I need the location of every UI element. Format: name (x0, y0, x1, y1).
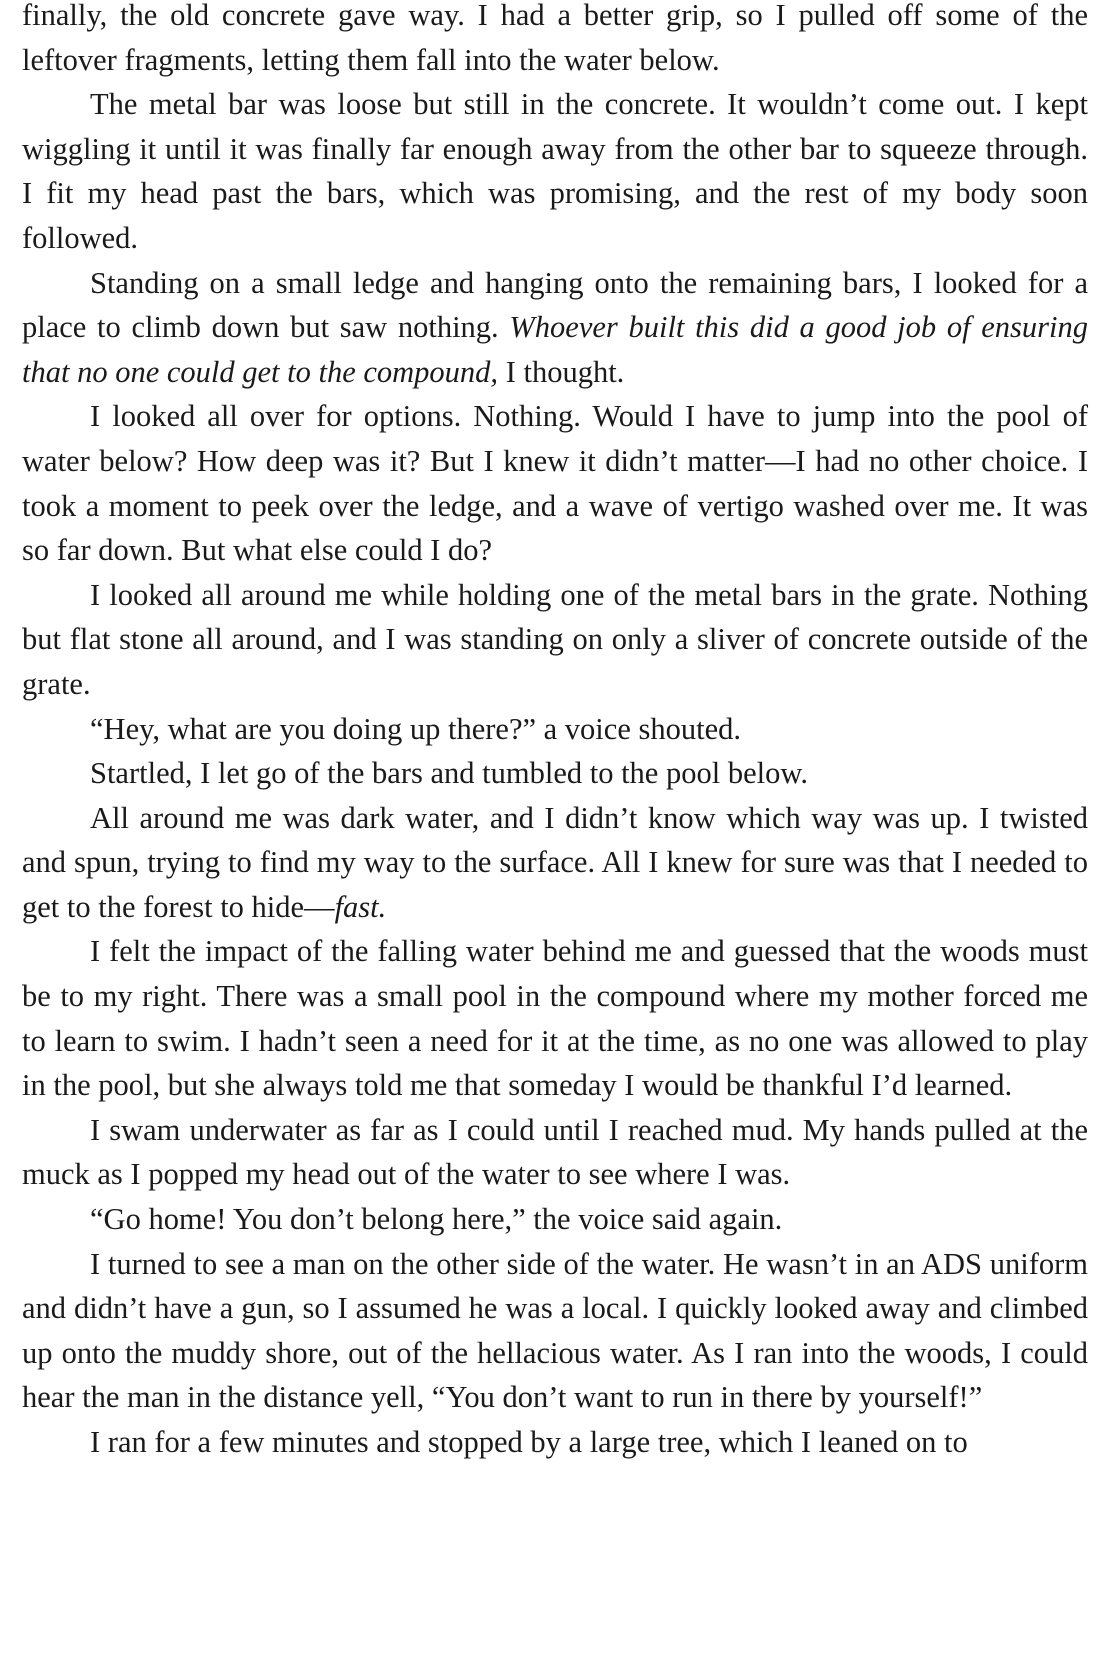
text-segment: finally, the old concrete gave way. I had a better grip, so I pulled off some of the leftover fragments, letting them fall into the water below. (22, 0, 1088, 77)
text-segment: I swam underwater as far as I could until I reached mud. My hands pulled at the muck as I popped my head out of the water to see where I was. (22, 1112, 1088, 1192)
paragraph (22, 261, 1088, 395)
paragraph (22, 573, 1088, 707)
italic-emphasis: fast. (334, 889, 387, 924)
book-page (22, 0, 1088, 1465)
text-segment: The metal bar was loose but still in the concrete. It wouldn’t come out. I kept wiggling it until it was finally far enough away from the other bar to squeeze through. I fit my head past the bars, which was promising, and the rest of my body soon followed. (22, 87, 1088, 255)
paragraph (22, 0, 1088, 82)
text-segment: I felt the impact of the falling water behind me and guessed that the woods must be to my right. There was a small pool in the compound where my mother forced me to learn to swim. I hadn’t seen a need for it at the time, as no one was allowed to play in the pool, but she always told me that someday I would be thankful I’d learned. (22, 934, 1088, 1103)
text-segment: “Go home! You don’t belong here,” the voice said again. (90, 1202, 783, 1237)
text-segment: I turned to see a man on the other side of the water. He wasn’t in an ADS uniform and didn’t have a gun, so I assumed he was a local. I quickly looked away and climbed up onto the muddy shore, out of the hellacious water. As I ran into the woods, I could hear the man in the distance yell, “You don’t want to run in there by yourself!” (22, 1246, 1088, 1415)
text-segment: I looked all around me while holding one of the metal bars in the grate. Nothing but flat stone all around, and I was standing on only a sliver of concrete outside of the grate. (22, 577, 1088, 701)
text-segment: Startled, I let go of the bars and tumbled to the pool below. (90, 756, 809, 791)
paragraph (22, 929, 1088, 1107)
italic-thought: Whoever built this did a good job of ensuring that no one could get to the compound, (22, 310, 1088, 389)
text-segment: “Hey, what are you doing up there?” a voice shouted. (90, 711, 741, 746)
text-segment: I ran for a few minutes and stopped by a large tree, which I leaned on to (90, 1425, 968, 1459)
text-segment: I looked all over for options. Nothing. Would I have to jump into the pool of water below? How deep was it? But I knew it didn’t matter—I had no other choice. I took a moment to peek over the ledge, and a wave of vertigo washed over me. It was so far down. But what else could I do? (22, 399, 1088, 568)
paragraph (22, 1420, 1088, 1465)
paragraph (22, 751, 1088, 796)
paragraph (22, 796, 1088, 930)
text-segment: I thought. (498, 354, 625, 389)
text-segment: Standing on a small ledge and hanging onto the remaining bars, I looked for a place to climb down but saw nothing. (22, 265, 1088, 345)
paragraph (22, 1108, 1088, 1197)
text-segment: All around me was dark water, and I didn’t know which way was up. I twisted and spun, trying to find my way to the surface. All I knew for sure was that I needed to get to the forest to hide— (22, 800, 1088, 924)
paragraph (22, 1197, 1088, 1242)
paragraph (22, 82, 1088, 260)
paragraph (22, 707, 1088, 752)
paragraph (22, 1242, 1088, 1420)
paragraph (22, 394, 1088, 572)
